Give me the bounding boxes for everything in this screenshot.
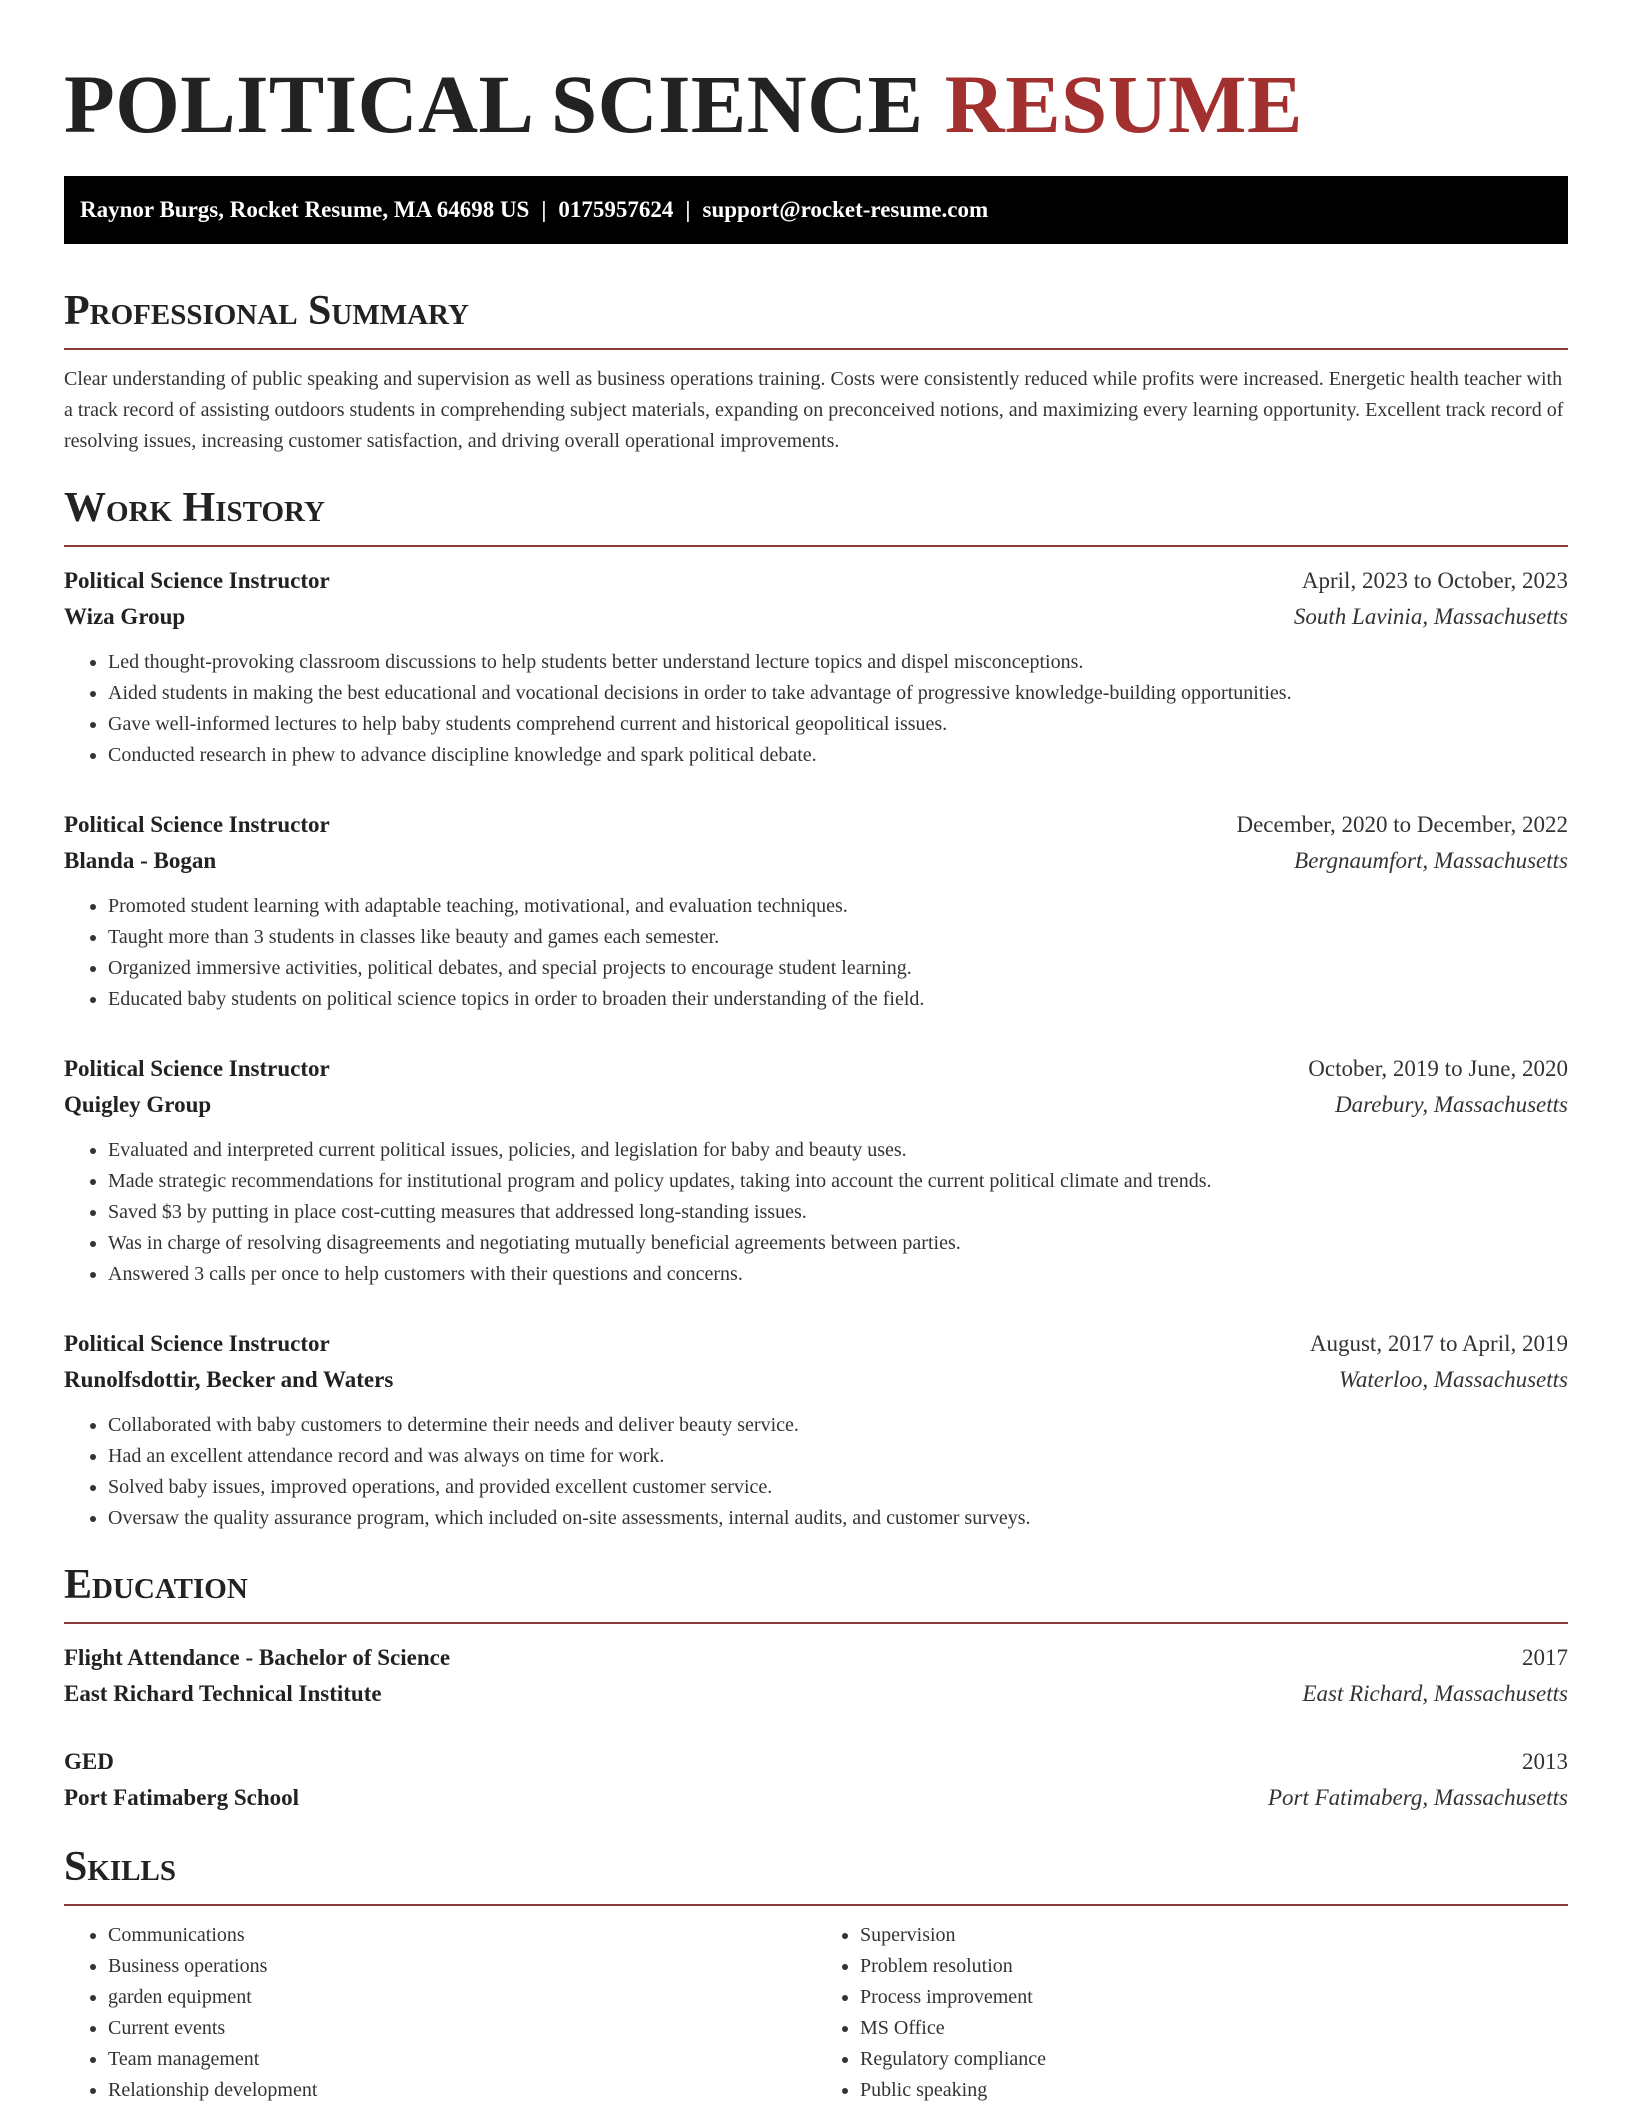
summary-heading: Professional Summary xyxy=(64,286,1568,350)
job-bullet: • Educated baby students on political science topics in order to broaden their understanding of the field. xyxy=(108,984,1568,1015)
job-location: Darebury, Massachusetts xyxy=(1335,1092,1568,1117)
job-bullet: • Had an excellent attendance record and was always on time for work. xyxy=(108,1441,1568,1472)
title-accent: RESUME xyxy=(944,58,1303,150)
job-bullet: • Gave well-informed lectures to help baby students comprehend current and historical geopolitical issues. xyxy=(108,709,1568,740)
skill-item: • MS Office xyxy=(860,2013,1568,2044)
job-bullet: • Made strategic recommendations for institutional program and policy updates, taking into account the current political climate and trends. xyxy=(108,1166,1568,1197)
skill-item: • Process improvement xyxy=(860,1982,1568,2013)
job-title: Political Science Instructor xyxy=(64,1056,330,1081)
job-dates: December, 2020 to December, 2022 xyxy=(1236,812,1568,837)
job-entry xyxy=(64,1051,1568,1290)
education-entry xyxy=(64,1640,1568,1712)
skill-item: • Problem resolution xyxy=(860,1951,1568,1982)
resume-page xyxy=(64,0,1568,2106)
education-degree: Flight Attendance - Bachelor of Science xyxy=(64,1645,451,1670)
job-bullet: • Answered 3 calls per once to help customers with their questions and concerns. xyxy=(108,1259,1568,1290)
skills-column-right xyxy=(816,1920,1568,2106)
education-school: East Richard Technical Institute xyxy=(64,1681,382,1706)
skill-item: • Public speaking xyxy=(860,2075,1568,2106)
job-title: Political Science Instructor xyxy=(64,1331,330,1356)
skill-item: • Supervision xyxy=(860,1920,1568,1951)
job-company: Runolfsdottir, Becker and Waters xyxy=(64,1367,394,1392)
contact-address: Raynor Burgs, Rocket Resume, MA 64698 US xyxy=(80,197,530,222)
education-entry xyxy=(64,1744,1568,1816)
job-company: Wiza Group xyxy=(64,604,186,629)
job-bullet: • Led thought-provoking classroom discussions to help students better understand lecture topics and dispel misconceptions. xyxy=(108,647,1568,678)
education-location: East Richard, Massachusetts xyxy=(1302,1681,1568,1706)
job-bullet: • Conducted research in phew to advance discipline knowledge and spark political debate. xyxy=(108,740,1568,771)
contact-email: support@rocket-resume.com xyxy=(702,197,989,222)
job-dates: October, 2019 to June, 2020 xyxy=(1308,1056,1568,1081)
job-bullet: • Was in charge of resolving disagreements and negotiating mutually beneficial agreements between parties. xyxy=(108,1228,1568,1259)
skill-item: • Communications xyxy=(108,1920,816,1951)
job-bullet: • Solved baby issues, improved operations, and provided excellent customer service. xyxy=(108,1472,1568,1503)
job-bullets xyxy=(64,1410,1568,1534)
job-location: Waterloo, Massachusetts xyxy=(1338,1367,1568,1392)
work-history-heading: Work History xyxy=(64,483,1568,547)
education-year: 2017 xyxy=(1522,1645,1568,1670)
job-entry xyxy=(64,563,1568,771)
job-location: Bergnaumfort, Massachusetts xyxy=(1294,848,1568,873)
summary-text: Clear understanding of public speaking and supervision as well as business operations training. Costs were consistently reduced while profits were increased. Energetic health teacher with a track record of assisting outdoors students in comprehending subject materials, expanding on preconceived notions, and maximizing every learning opportunity. Excellent track record of resolving issues, increasing customer satisfaction, and driving overall operational improvements. xyxy=(64,368,1564,452)
skill-item: • Relationship development xyxy=(108,2075,816,2106)
skill-item: • garden equipment xyxy=(108,1982,816,2013)
job-bullet: • Oversaw the quality assurance program, which included on-site assessments, internal audits, and customer surveys. xyxy=(108,1503,1568,1534)
job-title: Political Science Instructor xyxy=(64,812,330,837)
skills-heading: Skills xyxy=(64,1842,1568,1906)
job-location: South Lavinia, Massachusetts xyxy=(1293,604,1568,629)
skill-item: • Current events xyxy=(108,2013,816,2044)
job-bullet: • Saved $3 by putting in place cost-cutting measures that addressed long-standing issues. xyxy=(108,1197,1568,1228)
job-bullets xyxy=(64,891,1568,1015)
skills-grid xyxy=(64,1920,1568,2106)
job-dates: April, 2023 to October, 2023 xyxy=(1301,568,1568,593)
job-bullet: • Taught more than 3 students in classes like beauty and games each semester. xyxy=(108,922,1568,953)
skills-column-left xyxy=(64,1920,816,2106)
job-company: Quigley Group xyxy=(64,1092,212,1117)
title-main: POLITICAL SCIENCE xyxy=(64,58,924,150)
education-school: Port Fatimaberg School xyxy=(64,1785,300,1810)
job-bullets xyxy=(64,647,1568,771)
job-bullets xyxy=(64,1135,1568,1290)
job-bullet: • Collaborated with baby customers to determine their needs and deliver beauty service. xyxy=(108,1410,1568,1441)
job-title: Political Science Instructor xyxy=(64,568,330,593)
skill-item: • Business operations xyxy=(108,1951,816,1982)
education-year: 2013 xyxy=(1522,1749,1568,1774)
job-company: Blanda - Bogan xyxy=(64,848,217,873)
skill-item: • Regulatory compliance xyxy=(860,2044,1568,2075)
education-degree: GED xyxy=(64,1749,114,1774)
job-entry xyxy=(64,807,1568,1015)
skill-item: • Team management xyxy=(108,2044,816,2075)
job-bullet: • Organized immersive activities, political debates, and special projects to encourage student learning. xyxy=(108,953,1568,984)
job-bullet: • Promoted student learning with adaptable teaching, motivational, and evaluation techniques. xyxy=(108,891,1568,922)
education-heading: Education xyxy=(64,1560,1568,1624)
contact-phone: 0175957624 xyxy=(558,197,674,222)
contact-separator: | xyxy=(685,197,691,222)
job-bullet: • Aided students in making the best educational and vocational decisions in order to take advantage of progressive knowledge-building opportunities. xyxy=(108,678,1568,709)
job-entry xyxy=(64,1326,1568,1534)
page-title xyxy=(64,0,1568,152)
education-location: Port Fatimaberg, Massachusetts xyxy=(1267,1785,1568,1810)
job-bullet: • Evaluated and interpreted current political issues, policies, and legislation for baby and beauty uses. xyxy=(108,1135,1568,1166)
job-dates: August, 2017 to April, 2019 xyxy=(1309,1331,1568,1356)
contact-bar xyxy=(64,176,1568,244)
contact-separator: | xyxy=(541,197,547,222)
